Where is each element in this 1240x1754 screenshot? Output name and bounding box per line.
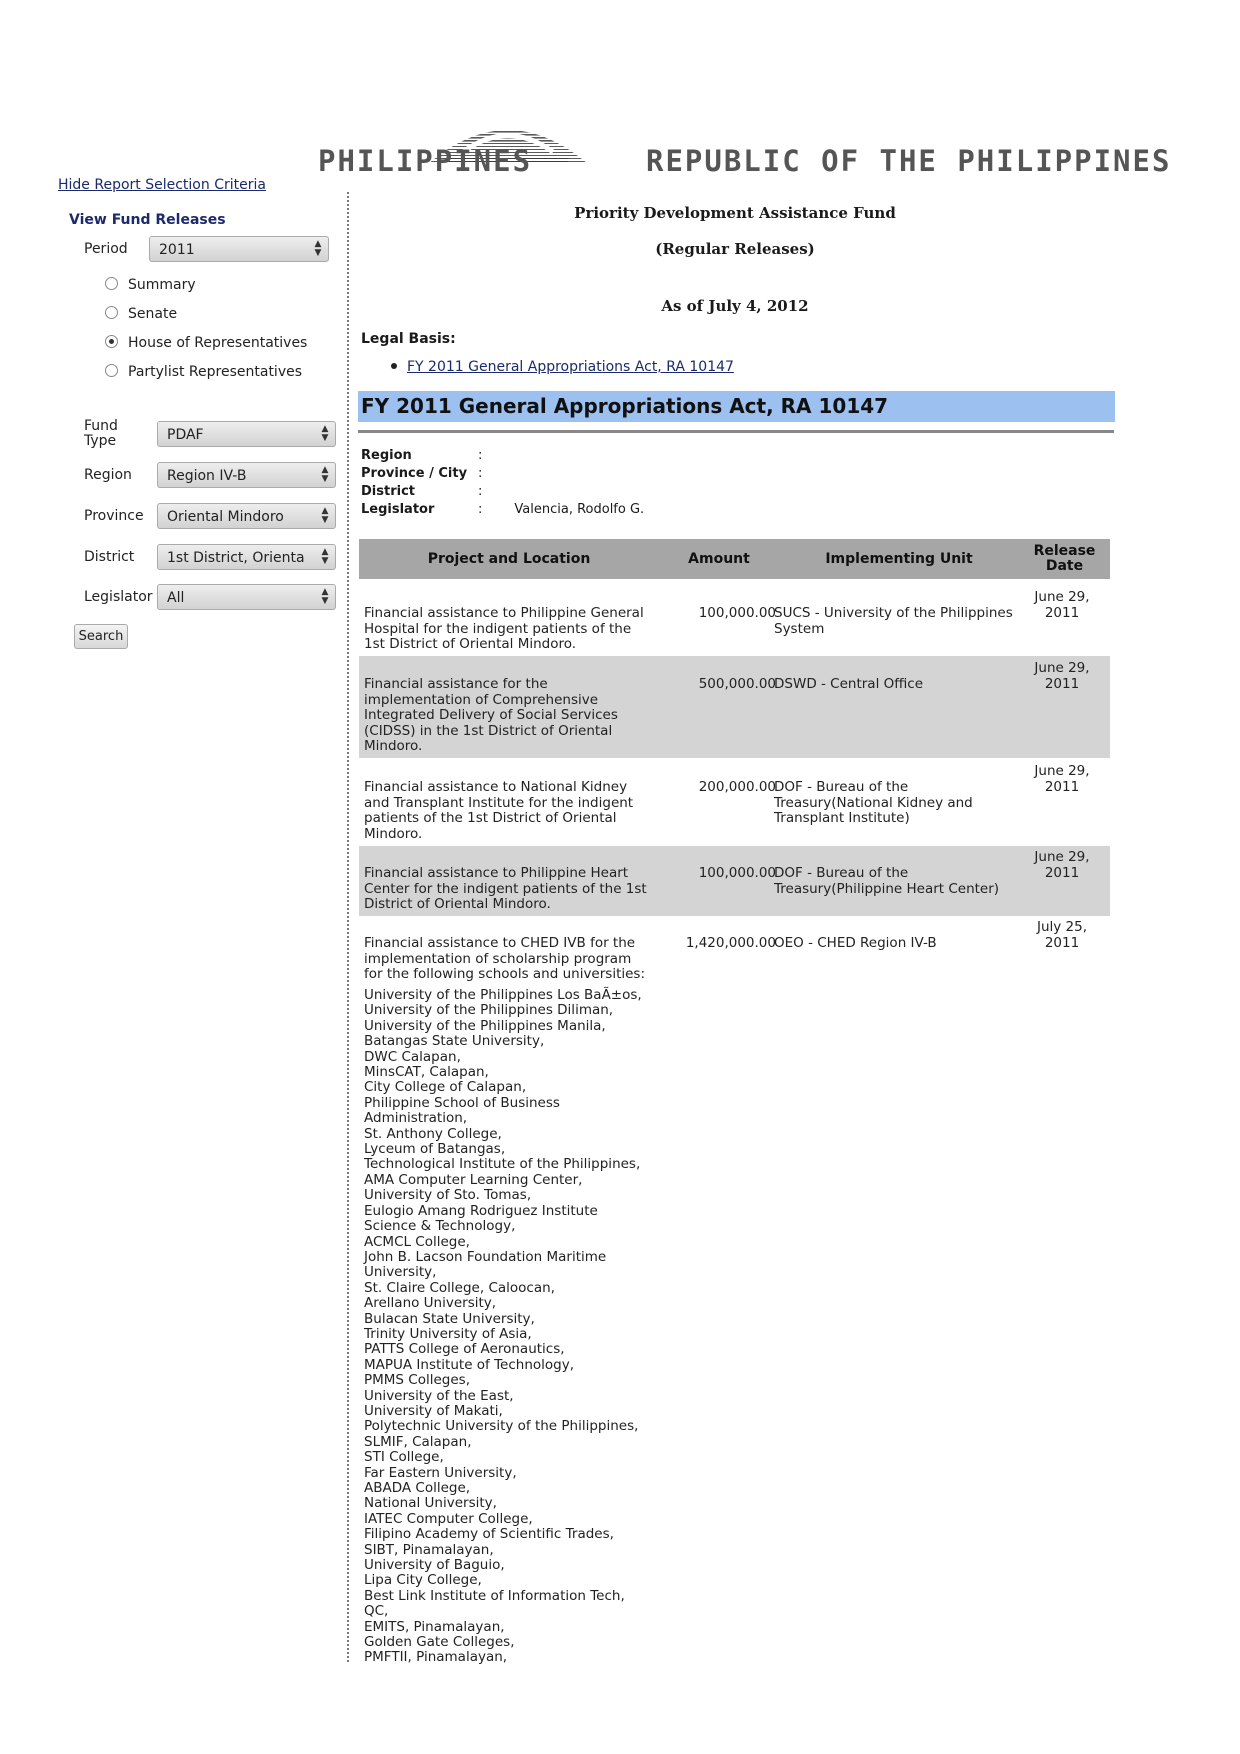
info-colon: :	[478, 502, 483, 517]
panel-divider	[347, 192, 349, 1662]
row-amount: 100,000.00	[698, 605, 776, 621]
school-list-item: University of Baguio,	[364, 1557, 505, 1574]
info-district-label: District	[361, 484, 415, 499]
period-label: Period	[84, 241, 128, 257]
school-list-item: QC,	[364, 1603, 389, 1620]
school-list-item: Best Link Institute of Information Tech,	[364, 1587, 625, 1604]
table-row	[359, 846, 1110, 916]
info-row-region	[361, 448, 644, 466]
legislator-label: Legislator	[84, 589, 153, 605]
select-arrows-icon: ▲ ▼	[321, 424, 329, 443]
radio-senate-label: Senate	[128, 306, 178, 322]
table-row	[359, 917, 1110, 987]
school-list-item: Trinity University of Asia,	[364, 1325, 532, 1342]
district-label: District	[84, 549, 135, 565]
school-list-item: MAPUA Institute of Technology,	[364, 1356, 575, 1373]
row-amount: 1,420,000.00	[685, 935, 776, 951]
info-province-label: Province / City	[361, 466, 468, 481]
col-date-header-line2: Date	[1045, 558, 1084, 574]
row-amount: 200,000.00	[698, 779, 776, 795]
row-date: June 29, 2011	[1034, 849, 1090, 881]
radio-partylist[interactable]	[105, 364, 302, 380]
search-button[interactable]: Search	[74, 624, 128, 649]
school-list-item: Polytechnic University of the Philippines,	[364, 1418, 639, 1435]
row-project: Financial assistance to Philippine Heart Center for the indigent patients of the 1st District of Oriental Mindoro.	[364, 865, 647, 912]
banner-text-right: REPUBLIC OF THE PHILIPPINES	[646, 144, 1172, 178]
school-list-item: Batangas State University,	[364, 1033, 545, 1050]
school-list-item: Arellano University,	[364, 1295, 497, 1312]
school-list-item: University of the East,	[364, 1387, 514, 1404]
province-select[interactable]	[157, 503, 336, 529]
school-list-item: Filipino Academy of Scientific Trades,	[364, 1526, 614, 1543]
info-row-legislator	[361, 502, 644, 520]
radio-senate[interactable]	[105, 306, 177, 322]
radio-partylist-label: Partylist Representatives	[128, 364, 303, 380]
radio-summary-label: Summary	[128, 277, 196, 293]
row-unit: DOF - Bureau of the Treasury(Philippine Heart Center)	[774, 865, 1000, 897]
school-list-item: Science & Technology,	[364, 1218, 516, 1235]
school-list-item: AMA Computer Learning Center,	[364, 1171, 583, 1188]
row-date: June 29, 2011	[1034, 763, 1090, 795]
radio-button[interactable]	[105, 364, 118, 377]
school-list-item: PMMS Colleges,	[364, 1372, 470, 1389]
info-row-province	[361, 466, 644, 484]
school-list-item: ABADA College,	[364, 1480, 471, 1496]
school-list-item: Eulogio Amang Rodriguez Institute	[364, 1202, 598, 1219]
radio-summary[interactable]	[105, 277, 196, 293]
hide-criteria-link[interactable]: Hide Report Selection Criteria	[58, 177, 266, 193]
report-title: Priority Development Assistance Fund	[574, 204, 896, 222]
school-list-item: Far Eastern University,	[364, 1464, 517, 1481]
school-list-item: Golden Gate Colleges,	[364, 1634, 515, 1651]
row-date: July 25, 2011	[1036, 919, 1088, 951]
select-arrows-icon: ▲ ▼	[321, 587, 329, 606]
legal-basis-link-text: FY 2011 General Appropriations Act, RA 10147	[407, 359, 734, 375]
province-select-value: Oriental Mindoro	[167, 509, 284, 525]
school-list-item: STI College,	[364, 1449, 444, 1466]
region-select[interactable]	[157, 462, 336, 488]
school-list-item: EMITS, Pinamalayan,	[364, 1618, 505, 1635]
banner-text-left: PHILIPPINES	[318, 144, 598, 178]
fund-type-label: Fund Type	[84, 418, 118, 449]
report-subtitle: (Regular Releases)	[655, 240, 815, 258]
legislator-select[interactable]	[157, 584, 336, 610]
info-region-label: Region	[361, 448, 412, 463]
fund-type-select-value: PDAF	[167, 427, 204, 443]
col-date-header	[1019, 544, 1110, 574]
view-fund-releases-title: View Fund Releases	[69, 212, 226, 228]
school-list-item: University of the Philippines Manila,	[364, 1017, 606, 1034]
select-arrows-icon: ▲ ▼	[321, 465, 329, 484]
radio-button[interactable]	[105, 306, 118, 319]
school-list-item: Bulacan State University,	[364, 1310, 535, 1327]
select-arrows-icon: ▲ ▼	[321, 547, 329, 566]
col-amount-header: Amount	[688, 551, 750, 567]
fund-type-select[interactable]	[157, 421, 336, 447]
school-list-item: John B. Lacson Foundation Maritime	[364, 1248, 607, 1265]
school-list-item: Administration,	[364, 1110, 468, 1127]
region-select-value: Region IV-B	[167, 468, 247, 484]
school-list-item: SIBT, Pinamalayan,	[364, 1541, 494, 1558]
row-unit: OEO - CHED Region IV-B	[774, 935, 937, 951]
info-legislator-label: Legislator	[361, 502, 435, 517]
report-as-of: As of July 4, 2012	[661, 297, 809, 315]
school-list-item: SLMIF, Calapan,	[364, 1433, 472, 1450]
radio-button-selected[interactable]	[105, 335, 118, 348]
row-date: June 29, 2011	[1034, 589, 1090, 621]
section-title: FY 2011 General Appropriations Act, RA 10147	[358, 391, 1115, 422]
district-select-value: 1st District, Orienta	[167, 550, 305, 566]
info-colon: :	[478, 466, 483, 481]
school-list-item: University of Makati,	[364, 1402, 503, 1419]
row-project: Financial assistance to CHED IVB for the implementation of scholarship program for the following schools and universities:	[364, 935, 646, 982]
row-date: June 29, 2011	[1034, 660, 1090, 692]
row-unit: SUCS - University of the Philippines System	[774, 605, 1013, 637]
info-legislator-value: Valencia, Rodolfo G.	[514, 502, 645, 517]
school-list-item: Lipa City College,	[364, 1572, 482, 1589]
school-list-item: University of Sto. Tomas,	[364, 1187, 532, 1204]
table-row	[359, 759, 1110, 845]
col-unit-header: Implementing Unit	[825, 551, 973, 567]
info-row-district	[361, 484, 644, 502]
school-list-item: University,	[364, 1264, 437, 1281]
info-table	[361, 448, 644, 520]
district-select[interactable]	[157, 544, 336, 570]
row-project: Financial assistance to Philippine General Hospital for the indigent patients of the 1st District of Oriental Mindoro.	[364, 605, 644, 652]
row-unit: DSWD - Central Office	[774, 676, 924, 692]
school-list-item: Philippine School of Business	[364, 1094, 560, 1111]
legal-basis-link[interactable]	[391, 359, 734, 375]
table-header	[359, 539, 1110, 579]
info-colon: :	[478, 484, 483, 499]
select-arrows-icon: ▲ ▼	[321, 506, 329, 525]
school-list-item: PMFTII, Pinamalayan,	[364, 1649, 508, 1666]
section-rule	[358, 430, 1114, 433]
table-row	[359, 583, 1110, 655]
school-list-item: Lyceum of Batangas,	[364, 1141, 506, 1158]
info-colon: :	[478, 448, 483, 463]
school-list-item: DWC Calapan,	[364, 1048, 461, 1065]
radio-house[interactable]	[105, 335, 307, 351]
legal-basis-label: Legal Basis:	[361, 331, 456, 347]
school-list-item: St. Claire College, Caloocan,	[364, 1279, 555, 1296]
table-row	[359, 656, 1110, 758]
col-project-header: Project and Location	[427, 551, 591, 567]
header-banner	[318, 92, 1172, 180]
period-select[interactable]	[149, 236, 329, 262]
row-unit: DOF - Bureau of the Treasury(National Kidney and Transplant Institute)	[774, 779, 973, 826]
school-list-item: PATTS College of Aeronautics,	[364, 1341, 565, 1358]
school-list-item: IATEC Computer College,	[364, 1510, 533, 1527]
school-list-item: University of the Philippines Los BaÃ±os,	[364, 987, 642, 1003]
school-list-item: St. Anthony College,	[364, 1125, 502, 1142]
radio-button[interactable]	[105, 277, 118, 290]
school-list-item: Technological Institute of the Philippines,	[364, 1156, 641, 1173]
row-amount: 100,000.00	[698, 865, 776, 881]
row-project: Financial assistance for the implementation of Comprehensive Integrated Delivery of Social Services (CIDSS) in the 1st District of Oriental Mindoro.	[364, 676, 618, 754]
legislator-select-value: All	[167, 590, 185, 606]
select-arrows-icon: ▲ ▼	[314, 239, 322, 258]
col-date-header-line1: Release	[1033, 543, 1096, 559]
row-amount: 500,000.00	[698, 676, 776, 692]
school-list-item: MinsCAT, Calapan,	[364, 1064, 489, 1081]
school-list-item: University of the Philippines Diliman,	[364, 1002, 614, 1019]
period-select-value: 2011	[159, 242, 195, 258]
province-label: Province	[84, 508, 144, 524]
bullet-icon	[391, 363, 397, 369]
schools-list	[364, 988, 664, 1666]
row-project: Financial assistance to National Kidney and Transplant Institute for the indigent patients of the 1st District of Oriental Mindoro.	[364, 779, 634, 842]
school-list-item: City College of Calapan,	[364, 1079, 527, 1096]
region-label: Region	[84, 467, 132, 483]
radio-house-label: House of Representatives	[128, 335, 308, 351]
school-list-item: ACMCL College,	[364, 1233, 470, 1250]
school-list-item: National University,	[364, 1495, 497, 1512]
